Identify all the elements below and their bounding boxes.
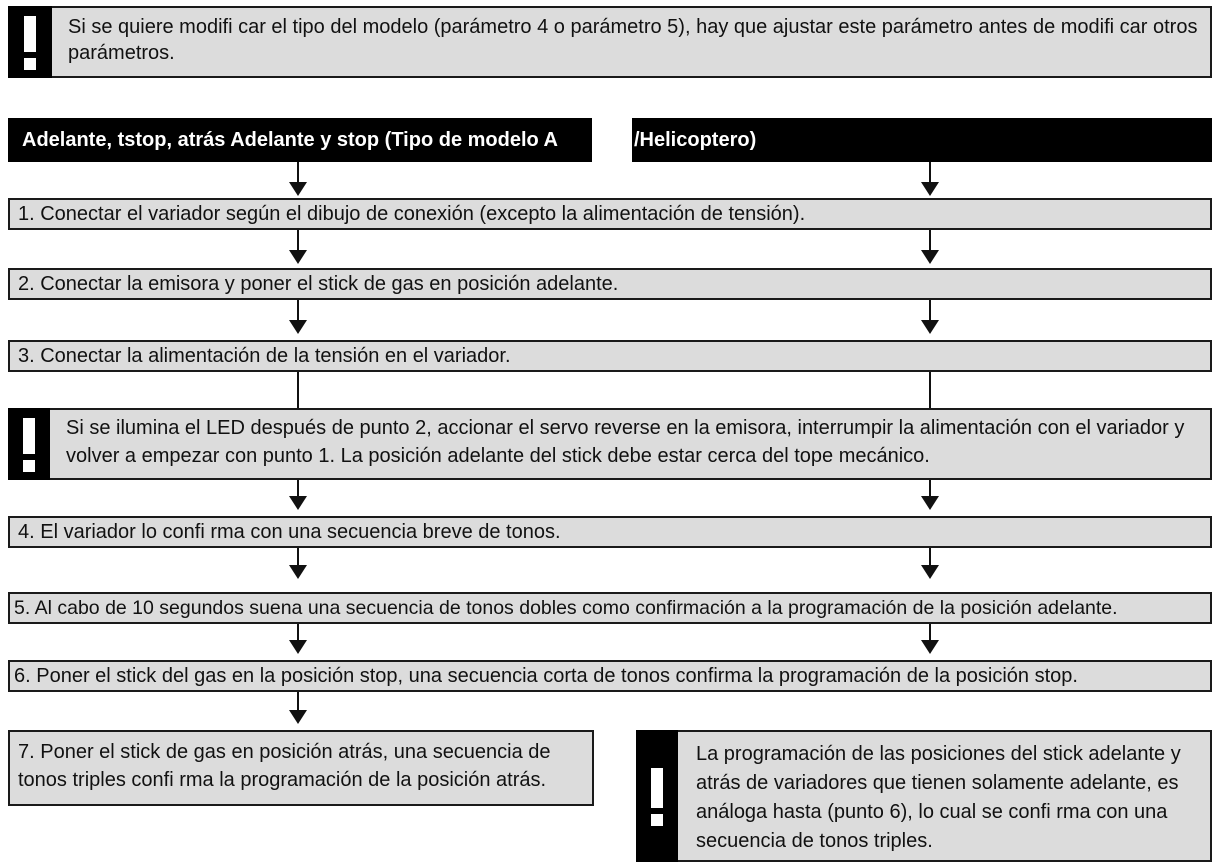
header-right-text: /Helicoptero) [634,129,757,151]
arrow-down-icon [289,496,307,510]
top-warning-note [8,6,1212,78]
flow-line [297,162,299,184]
arrow-down-icon [289,182,307,196]
flow-line [929,372,931,410]
arrow-down-icon [921,565,939,579]
step-2: 2. Conectar la emisora y poner el stick de gas en posición adelante. [8,268,1212,300]
arrow-down-icon [921,250,939,264]
arrow-down-icon [921,182,939,196]
arrow-down-icon [289,710,307,724]
middle-warning-note [8,408,1212,480]
arrow-down-icon [921,496,939,510]
step-4: 4. El variador lo confi rma con una secuencia breve de tonos. [8,516,1212,548]
middle-warning-text: Si se ilumina el LED después de punto 2, accionar el servo reverse en la emisora, interrumpir la alimentación con el variador y volver a empezar con punto 1. La posición adelante del stick debe estar cerca del tope mecánico. [66,417,1185,467]
arrow-down-icon [921,640,939,654]
step-7: 7. Poner el stick de gas en posición atrás, una secuencia de tonos triples confi rma la programación de la posición atrás. [8,730,594,806]
arrow-down-icon [289,250,307,264]
header-right [632,118,1212,162]
step-1: 1. Conectar el variador según el dibujo de conexión (excepto la alimentación de tensión). [8,198,1212,230]
step-3: 3. Conectar la alimentación de la tensión en el variador. [8,340,1212,372]
arrow-down-icon [921,320,939,334]
bottom-warning-text: La programación de las posiciones del stick adelante y atrás de variadores que tienen solamente adelante, es análoga hasta (punto 6), lo cual se confi rma con una secuencia de tonos triples. [696,743,1181,852]
arrow-down-icon [289,565,307,579]
flow-line [929,162,931,184]
exclamation-icon [8,408,50,480]
step-5: 5. Al cabo de 10 segundos suena una secuencia de tonos dobles como confirmación a la programación de la posición adelante. [8,592,1212,624]
top-warning-text: Si se quiere modifi car el tipo del modelo (parámetro 4 o parámetro 5), hay que ajustar este parámetro antes de modifi car otros parámetros. [68,16,1198,64]
exclamation-icon [8,6,52,78]
header-left-text: Adelante, tstop, atrás Adelante y stop (Tipo de modelo A [22,129,558,151]
arrow-down-icon [289,320,307,334]
arrow-down-icon [289,640,307,654]
flow-line [297,692,299,712]
exclamation-icon [636,730,678,862]
bottom-warning-note [636,730,1212,862]
step-6: 6. Poner el stick del gas en la posición stop, una secuencia corta de tonos confirma la programación de la posición stop. [8,660,1212,692]
header-left [8,118,592,162]
flow-line [297,372,299,410]
